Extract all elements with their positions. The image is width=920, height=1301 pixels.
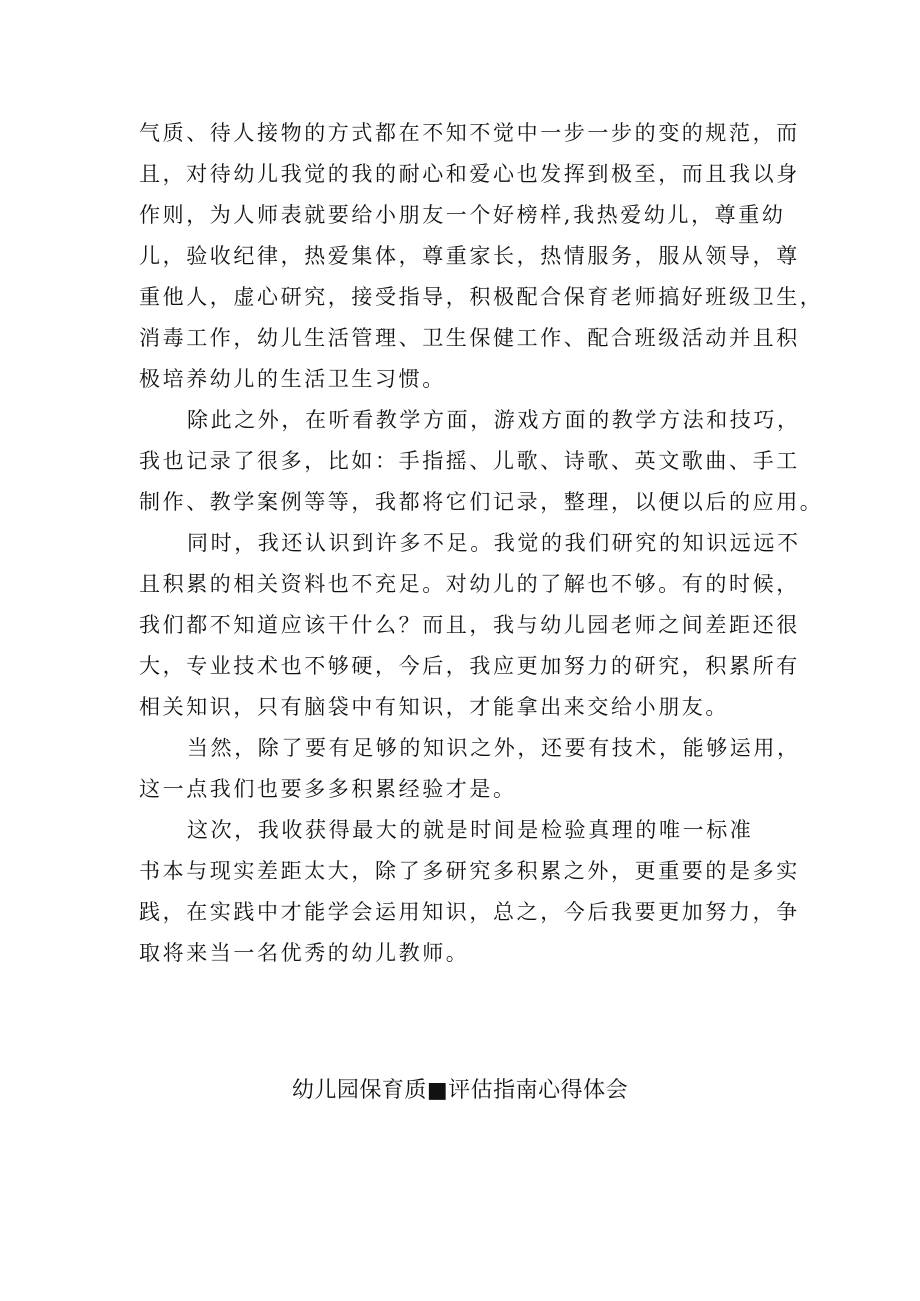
paragraph-3 (139, 523, 801, 728)
text-line: 取将来当一名优秀的幼儿教师。 (139, 941, 470, 965)
text-line: 这次，我收获得最大的就是时间是检验真理的唯一标准 (187, 818, 754, 842)
body-text (139, 113, 824, 974)
text-line: 践，在实践中才能学会运用知识，总之，今后我要更加努力，争 (139, 900, 800, 924)
text-line: 作则，为人师表就要给小朋友一个好榜样,我热爱幼儿，尊重幼 (139, 203, 786, 227)
paragraph-5 (139, 810, 800, 974)
text-line: 书本与现实差距太大，除了多研究多积累之外，更重要的是多实 (139, 859, 800, 883)
text-line: 重他人，虚心研究，接受指导，积极配合保育老师搞好班级卫生， (139, 285, 824, 309)
text-line: 除此之外，在听看教学方面，游戏方面的教学方法和技巧， (187, 408, 801, 432)
text-line: 且积累的相关资料也不充足。对幼儿的了解也不够。有的时候， (139, 572, 800, 596)
text-line: 消毒工作，幼儿生活管理、卫生保健工作、配合班级活动并且积 (139, 326, 800, 350)
text-line: 同时，我还认识到许多不足。我觉的我们研究的知识远远不 (187, 531, 801, 555)
text-line: 当然，除了要有足够的知识之外，还要有技术，能够运用， (187, 736, 801, 760)
paragraph-4 (139, 728, 801, 810)
text-line: 且，对待幼儿我觉的我的耐心和爱心也发挥到极至，而且我以身 (139, 162, 800, 186)
paragraph-1 (139, 113, 824, 400)
text-line: 儿，验收纪律，热爱集体，尊重家长，热情服务，服从领导，尊 (139, 244, 800, 268)
text-line: 相关知识，只有脑袋中有知识，才能拿出来交给小朋友。 (139, 695, 729, 719)
text-line: 这一点我们也要多多积累经验才是。 (139, 777, 517, 801)
text-line: 制作、教学案例等等，我都将它们记录，整理，以便以后的应用。 (139, 490, 824, 514)
paragraph-2 (139, 400, 824, 523)
section-heading: 幼儿园保育质■评估指南心得体会 (291, 1078, 629, 1103)
text-line: 我也记录了很多，比如：手指摇、儿歌、诗歌、英文歌曲、手工 (139, 449, 800, 473)
text-line: 极培养幼儿的生活卫生习惯。 (139, 367, 446, 391)
text-line: 气质、待人接物的方式都在不知不觉中一步一步的变的规范，而 (139, 121, 800, 145)
text-line: 我们都不知道应该干什么？而且，我与幼儿园老师之间差距还很 (139, 613, 800, 637)
text-line: 大，专业技术也不够硬，今后，我应更加努力的研究，积累所有 (139, 654, 800, 678)
